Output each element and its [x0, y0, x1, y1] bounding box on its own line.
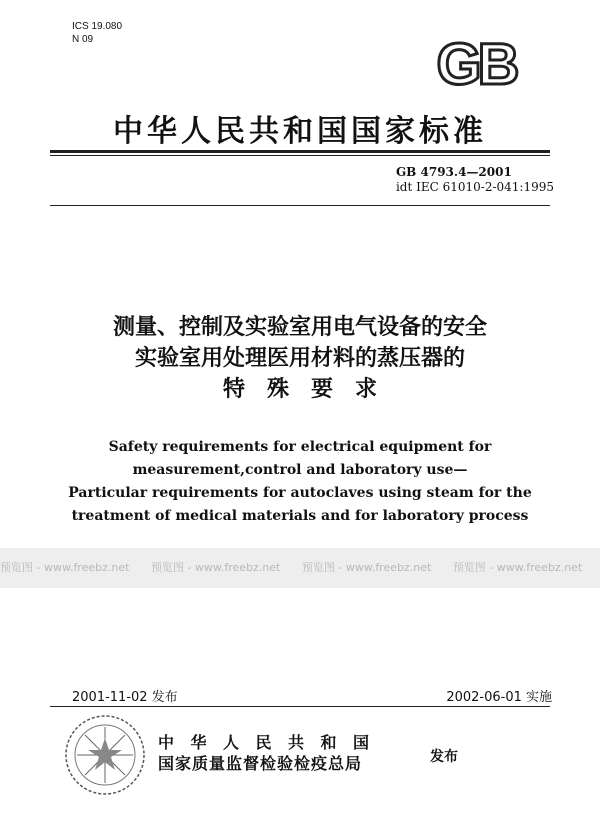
watermark-text: 预览图 - www.freebz.net	[150, 561, 281, 574]
gb-number: GB 4793.4—2001	[395, 165, 512, 179]
en-title-line-1: Safety requirements for electrical equipment for	[108, 439, 492, 455]
idt-number: idt IEC 61010-2-041:1995	[395, 180, 554, 194]
en-title-line-4: treatment of medical materials and for laboratory process	[71, 508, 529, 524]
number-rule	[50, 205, 550, 206]
cn-title-line-2: 实验室用处理医用材料的蒸压器的	[134, 346, 465, 371]
effective-date: 2002-06-01 实施	[446, 690, 552, 705]
classification-codes	[72, 20, 122, 46]
en-title-line-3: Particular requirements for autoclaves using steam for the	[68, 485, 532, 501]
cn-title-line-1: 测量、控制及实验室用电气设备的安全	[112, 315, 487, 340]
english-title	[0, 436, 600, 528]
title-rule-thick	[50, 150, 550, 153]
gb-logo	[420, 36, 532, 92]
ccs-code: N 09	[72, 34, 94, 45]
issuer-line-1: 中华人民共和国	[158, 733, 386, 752]
watermark-text: 预览图 - www.freebz.net	[0, 561, 130, 574]
issuer-line-2: 国家质量监督检验检疫总局	[158, 754, 363, 773]
ics-code: ICS 19.080	[72, 21, 123, 32]
title-rule-thin	[50, 155, 550, 156]
gb-logo-text: GB	[436, 36, 516, 92]
issuer-block	[158, 732, 386, 774]
issue-date: 2001-11-02 发布	[72, 690, 178, 705]
chinese-title	[0, 312, 600, 405]
watermark-text: 预览图 - www.freebz.net	[452, 561, 583, 574]
publish-label: 发布	[430, 749, 458, 765]
standard-number	[396, 165, 554, 195]
en-title-line-2: measurement,control and laboratory use—	[132, 462, 468, 478]
cn-title-line-3: 特殊要求	[222, 377, 399, 402]
watermark-text: 预览图 - www.freebz.net	[301, 561, 432, 574]
watermark-band	[0, 548, 600, 588]
standard-title: 中华人民共和国国家标准	[113, 114, 487, 149]
official-seal-emblem	[62, 712, 148, 798]
date-rule	[50, 706, 550, 707]
